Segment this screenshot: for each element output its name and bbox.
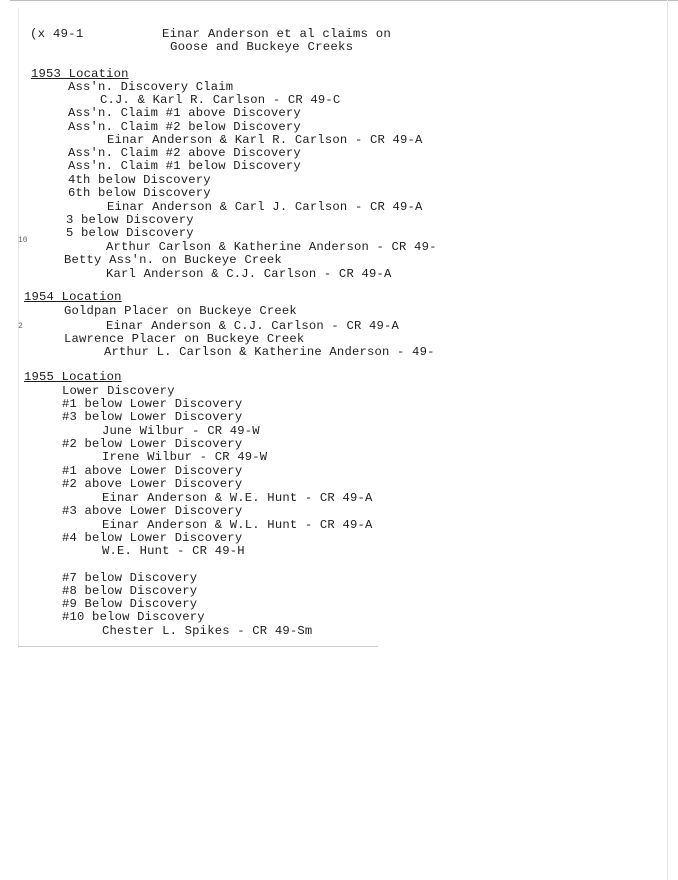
owner-line: Einar Anderson & Karl R. Carlson - CR 49-A: [107, 133, 423, 147]
claim-line: #8 below Discovery: [62, 584, 198, 598]
claim-line: 4th below Discovery: [68, 173, 211, 187]
document-reference: (x 49-1: [30, 27, 84, 41]
claim-line: 6th below Discovery: [68, 186, 211, 200]
section-heading-1955: 1955 Location: [24, 370, 122, 384]
claim-line: #3 above Lower Discovery: [62, 504, 243, 518]
claim-line: 5 below Discovery: [66, 226, 194, 240]
page-edge-right: [667, 0, 668, 880]
owner-line: Einar Anderson & Carl J. Carlson - CR 49-A: [107, 200, 423, 214]
claim-line: 3 below Discovery: [66, 213, 194, 227]
claim-line: #4 below Lower Discovery: [62, 531, 243, 545]
owner-line: Einar Anderson & W.E. Hunt - CR 49-A: [102, 491, 373, 505]
claim-line: Ass'n. Claim #1 above Discovery: [68, 106, 301, 120]
claim-line: #1 above Lower Discovery: [62, 464, 243, 478]
owner-line: C.J. & Karl R. Carlson - CR 49-C: [100, 93, 341, 107]
document-title-line-1: Einar Anderson et al claims on: [162, 27, 392, 41]
document-title-line-2: Goose and Buckeye Creeks: [170, 40, 354, 54]
claim-line: Goldpan Placer on Buckeye Creek: [64, 304, 297, 318]
claim-line: Betty Ass'n. on Buckeye Creek: [64, 253, 282, 267]
claim-line: Lawrence Placer on Buckeye Creek: [64, 332, 305, 346]
card-edge-bottom: [18, 646, 378, 647]
claim-line: #2 below Lower Discovery: [62, 437, 243, 451]
claim-line: Lower Discovery: [62, 384, 175, 398]
owner-line: Karl Anderson & C.J. Carlson - CR 49-A: [106, 267, 392, 281]
page-edge-top: [10, 0, 678, 1]
claim-line: Ass'n. Claim #2 below Discovery: [68, 120, 301, 134]
owner-line: Einar Anderson & W.L. Hunt - CR 49-A: [102, 518, 373, 532]
owner-line: June Wilbur - CR 49-W: [102, 424, 260, 438]
section-heading-1954: 1954 Location: [24, 290, 122, 304]
owner-line: Arthur Carlson & Katherine Anderson - CR 49-: [106, 240, 437, 254]
owner-line: Einar Anderson & C.J. Carlson - CR 49-A: [106, 319, 400, 333]
owner-line: W.E. Hunt - CR 49-H: [102, 544, 245, 558]
claim-line: Ass'n. Discovery Claim: [68, 80, 234, 94]
owner-line: Chester L. Spikes - CR 49-Sm: [102, 624, 313, 638]
claim-line: Ass'n. Claim #2 above Discovery: [68, 146, 301, 160]
owner-line: Irene Wilbur - CR 49-W: [102, 450, 268, 464]
claim-line: #9 Below Discovery: [62, 597, 198, 611]
claim-line: Ass'n. Claim #1 below Discovery: [68, 159, 301, 173]
owner-line: Arthur L. Carlson & Katherine Anderson - 49-: [104, 345, 435, 359]
claim-line: #1 below Lower Discovery: [62, 397, 243, 411]
margin-number: 2: [18, 322, 23, 331]
margin-number: 10: [18, 236, 28, 245]
claim-line: #2 above Lower Discovery: [62, 477, 243, 491]
claim-line: #7 below Discovery: [62, 571, 198, 585]
claim-line: #10 below Discovery: [62, 610, 205, 624]
section-heading-1953: 1953 Location: [31, 67, 129, 81]
claim-line: #3 below Lower Discovery: [62, 410, 243, 424]
